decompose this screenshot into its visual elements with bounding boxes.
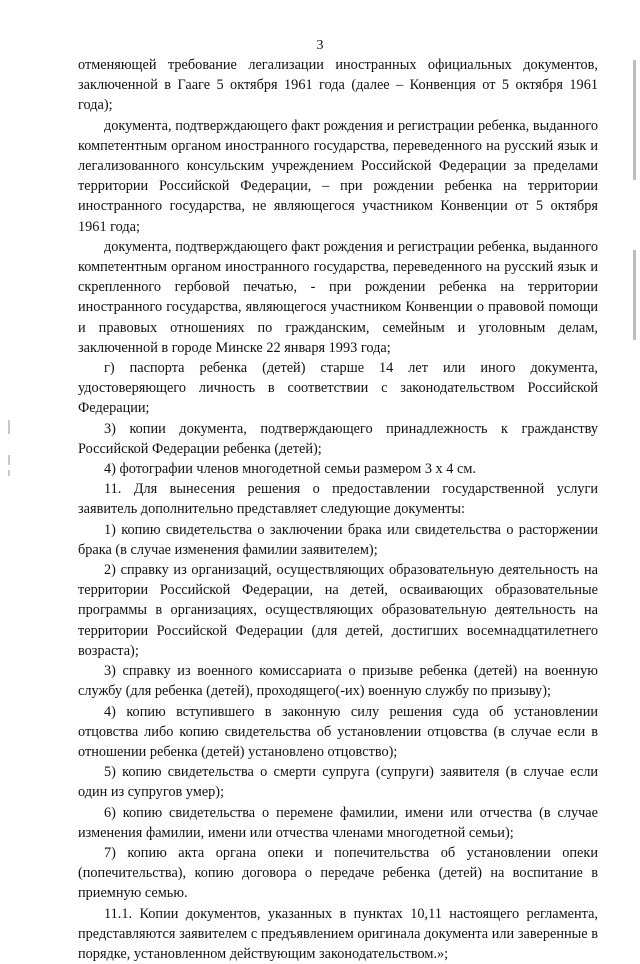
paragraph: отменяющей требование легализации иностранных официальных документов, заключенной в Гааге 5 октября 1961 года (далее – Конвенция от 5 октября 1961 года); — [78, 57, 598, 114]
scan-edge-mark — [8, 455, 10, 465]
scan-edge-mark — [633, 250, 636, 340]
page-number: 3 — [316, 38, 324, 53]
paragraph: г) паспорта ребенка (детей) старше 14 лет или иного документа, удостоверяющего личность в соответствии с законодательством Российской Федерации; — [78, 360, 598, 417]
paragraph: 11. Для вынесения решения о предоставлении государственной услуги заявитель дополнительно представляет следующие документы: — [78, 481, 598, 518]
document-body — [78, 55, 598, 964]
scan-edge-mark — [8, 470, 10, 476]
paragraph: 5) копию свидетельства о смерти супруга (супруги) заявителя (в случае если один из супругов умер); — [78, 764, 598, 801]
paragraph: 1) копию свидетельства о заключении брака или свидетельства о расторжении брака (в случае изменения фамилии заявителем); — [78, 521, 598, 558]
paragraph: 6) копию свидетельства о перемене фамилии, имени или отчества (в случае изменения фамилии, имени или отчества членами многодетной семьи); — [78, 804, 598, 841]
paragraph: 7) копию акта органа опеки и попечительства об установлении опеки (попечительства), копию договора о передаче ребенка (детей) на воспитание в приемную семью. — [78, 844, 598, 902]
paragraph: 2) справку из организаций, осуществляющих образовательную деятельность на территории Российской Федерации, на детей, осваивающих образовательные программы в организациях, осуществляющих образовательную деятельность на территории Российской Федерации (для детей, достигших восемнадцатилетнего возраста); — [78, 562, 598, 659]
paragraph: 11.1. Копии документов, указанных в пунктах 10,11 настоящего регламента, представляются заявителем с предъявлением оригинала документа или заверенные в порядке, установленном действующим законодательством.»; — [78, 905, 598, 962]
paragraph: 3) справку из военного комиссариата о призыве ребенка (детей) на военную службу (для ребенка (детей), проходящего(-их) военную службу по призыву); — [78, 663, 598, 700]
scan-edge-mark — [8, 420, 10, 434]
paragraph: 4) копию вступившего в законную силу решения суда об установлении отцовства либо копию свидетельства об установлении отцовства (в случае если в отношении ребенка (детей) установлено отцовство); — [78, 703, 598, 760]
paragraph: 3) копии документа, подтверждающего принадлежность к гражданству Российской Федерации ребенка (детей); — [78, 420, 598, 457]
paragraph: 4) фотографии членов многодетной семьи размером 3 х 4 см. — [104, 461, 476, 478]
paragraph: документа, подтверждающего факт рождения и регистрации ребенка, выданного компетентным органом иностранного государства, переведенного на русский язык и легализованного консульским учреждением Российской Федерации за пределами территории Российской Федерации, – при рождении ребенка на территории иностранного государства, не являющегося участником Конвенции от 5 октября 1961 года; — [78, 117, 598, 235]
scan-edge-mark — [633, 60, 636, 180]
paragraph: документа, подтверждающего факт рождения и регистрации ребенка, выданного компетентным органом иностранного государства, переведенного на русский язык и скрепленного гербовой печатью, - при рождении ребенка на территории иностранного государства, являющегося участником Конвенции о правовой помощи и правовых отношениях по гражданским, семейным и уголовным делам, заключенной в городе Минске 22 января 1993 года; — [78, 238, 598, 356]
